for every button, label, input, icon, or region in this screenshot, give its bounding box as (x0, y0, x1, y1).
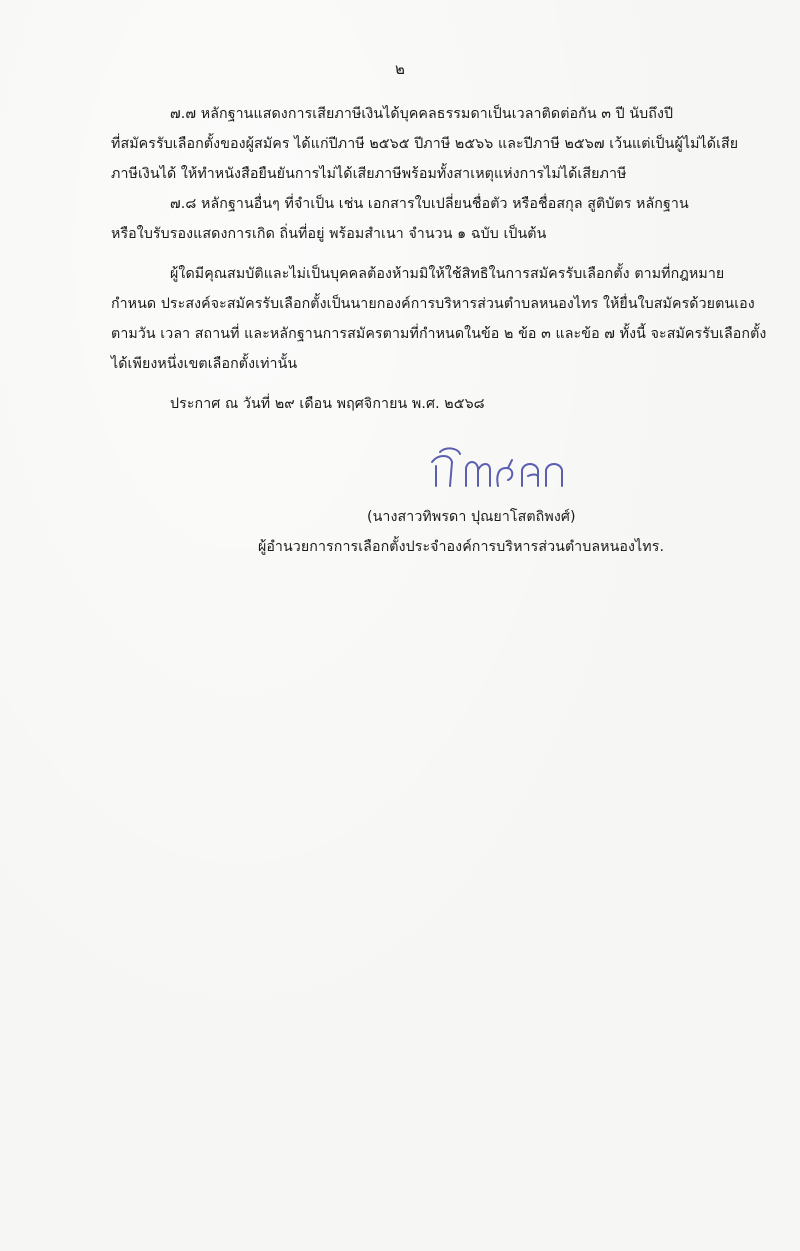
handwritten-signature (428, 446, 578, 498)
signatory-position: ผู้อำนวยการการเลือกตั้งประจำองค์การบริหารส่วนตำบลหนองไทร. (258, 539, 665, 555)
item-7-7-line-2: ที่สมัครรับเลือกตั้งของผู้สมัคร ได้แก่ปีภาษี ๒๕๖๕ ปีภาษี ๒๕๖๖ และปีภาษี ๒๕๖๗ เว้นแต่เป็นผู้ไม่ได้เสีย (111, 136, 739, 152)
closing-line-3: ตามวัน เวลา สถานที่ และหลักฐานการสมัครตามที่กำหนดในข้อ ๒ ข้อ ๓ และข้อ ๗ ทั้งนี้ จะสมัครรับเลือกตั้ง (111, 326, 767, 342)
item-7-7-line-1: ๗.๗ หลักฐานแสดงการเสียภาษีเงินได้บุคคลธรรมดาเป็นเวลาติดต่อกัน ๓ ปี นับถึงปี (170, 106, 674, 122)
item-7-8-line-1: ๗.๘ หลักฐานอื่นๆ ที่จำเป็น เช่น เอกสารใบเปลี่ยนชื่อตัว หรือชื่อสกุล สูติบัตร หลักฐาน (170, 196, 689, 212)
item-7-8-line-2: หรือใบรับรองแสดงการเกิด ถิ่นที่อยู่ พร้อมสำเนา จำนวน ๑ ฉบับ เป็นต้น (111, 226, 547, 242)
item-7-7-line-3: ภาษีเงินได้ ให้ทำหนังสือยืนยันการไม่ได้เสียภาษีพร้อมทั้งสาเหตุแห่งการไม่ได้เสียภาษี (111, 166, 627, 182)
signature-mark (428, 446, 578, 498)
announcement-date: ประกาศ ณ วันที่ ๒๙ เดือน พฤศจิกายน พ.ศ. ๒๕๖๘ (170, 396, 485, 412)
page-number: ๒ (395, 60, 405, 78)
closing-line-1: ผู้ใดมีคุณสมบัติและไม่เป็นบุคคลต้องห้ามมิให้ใช้สิทธิในการสมัครรับเลือกตั้ง ตามที่กฎหมาย (170, 266, 725, 282)
signatory-name: (นางสาวทิพรดา ปุณยาโสตถิพงศ์) (367, 509, 576, 525)
closing-line-2: กำหนด ประสงค์จะสมัครรับเลือกตั้งเป็นนายกองค์การบริหารส่วนตำบลหนองไทร ให้ยื่นใบสมัครด้วยตนเอง (111, 296, 755, 312)
closing-line-4: ได้เพียงหนึ่งเขตเลือกตั้งเท่านั้น (111, 356, 298, 372)
